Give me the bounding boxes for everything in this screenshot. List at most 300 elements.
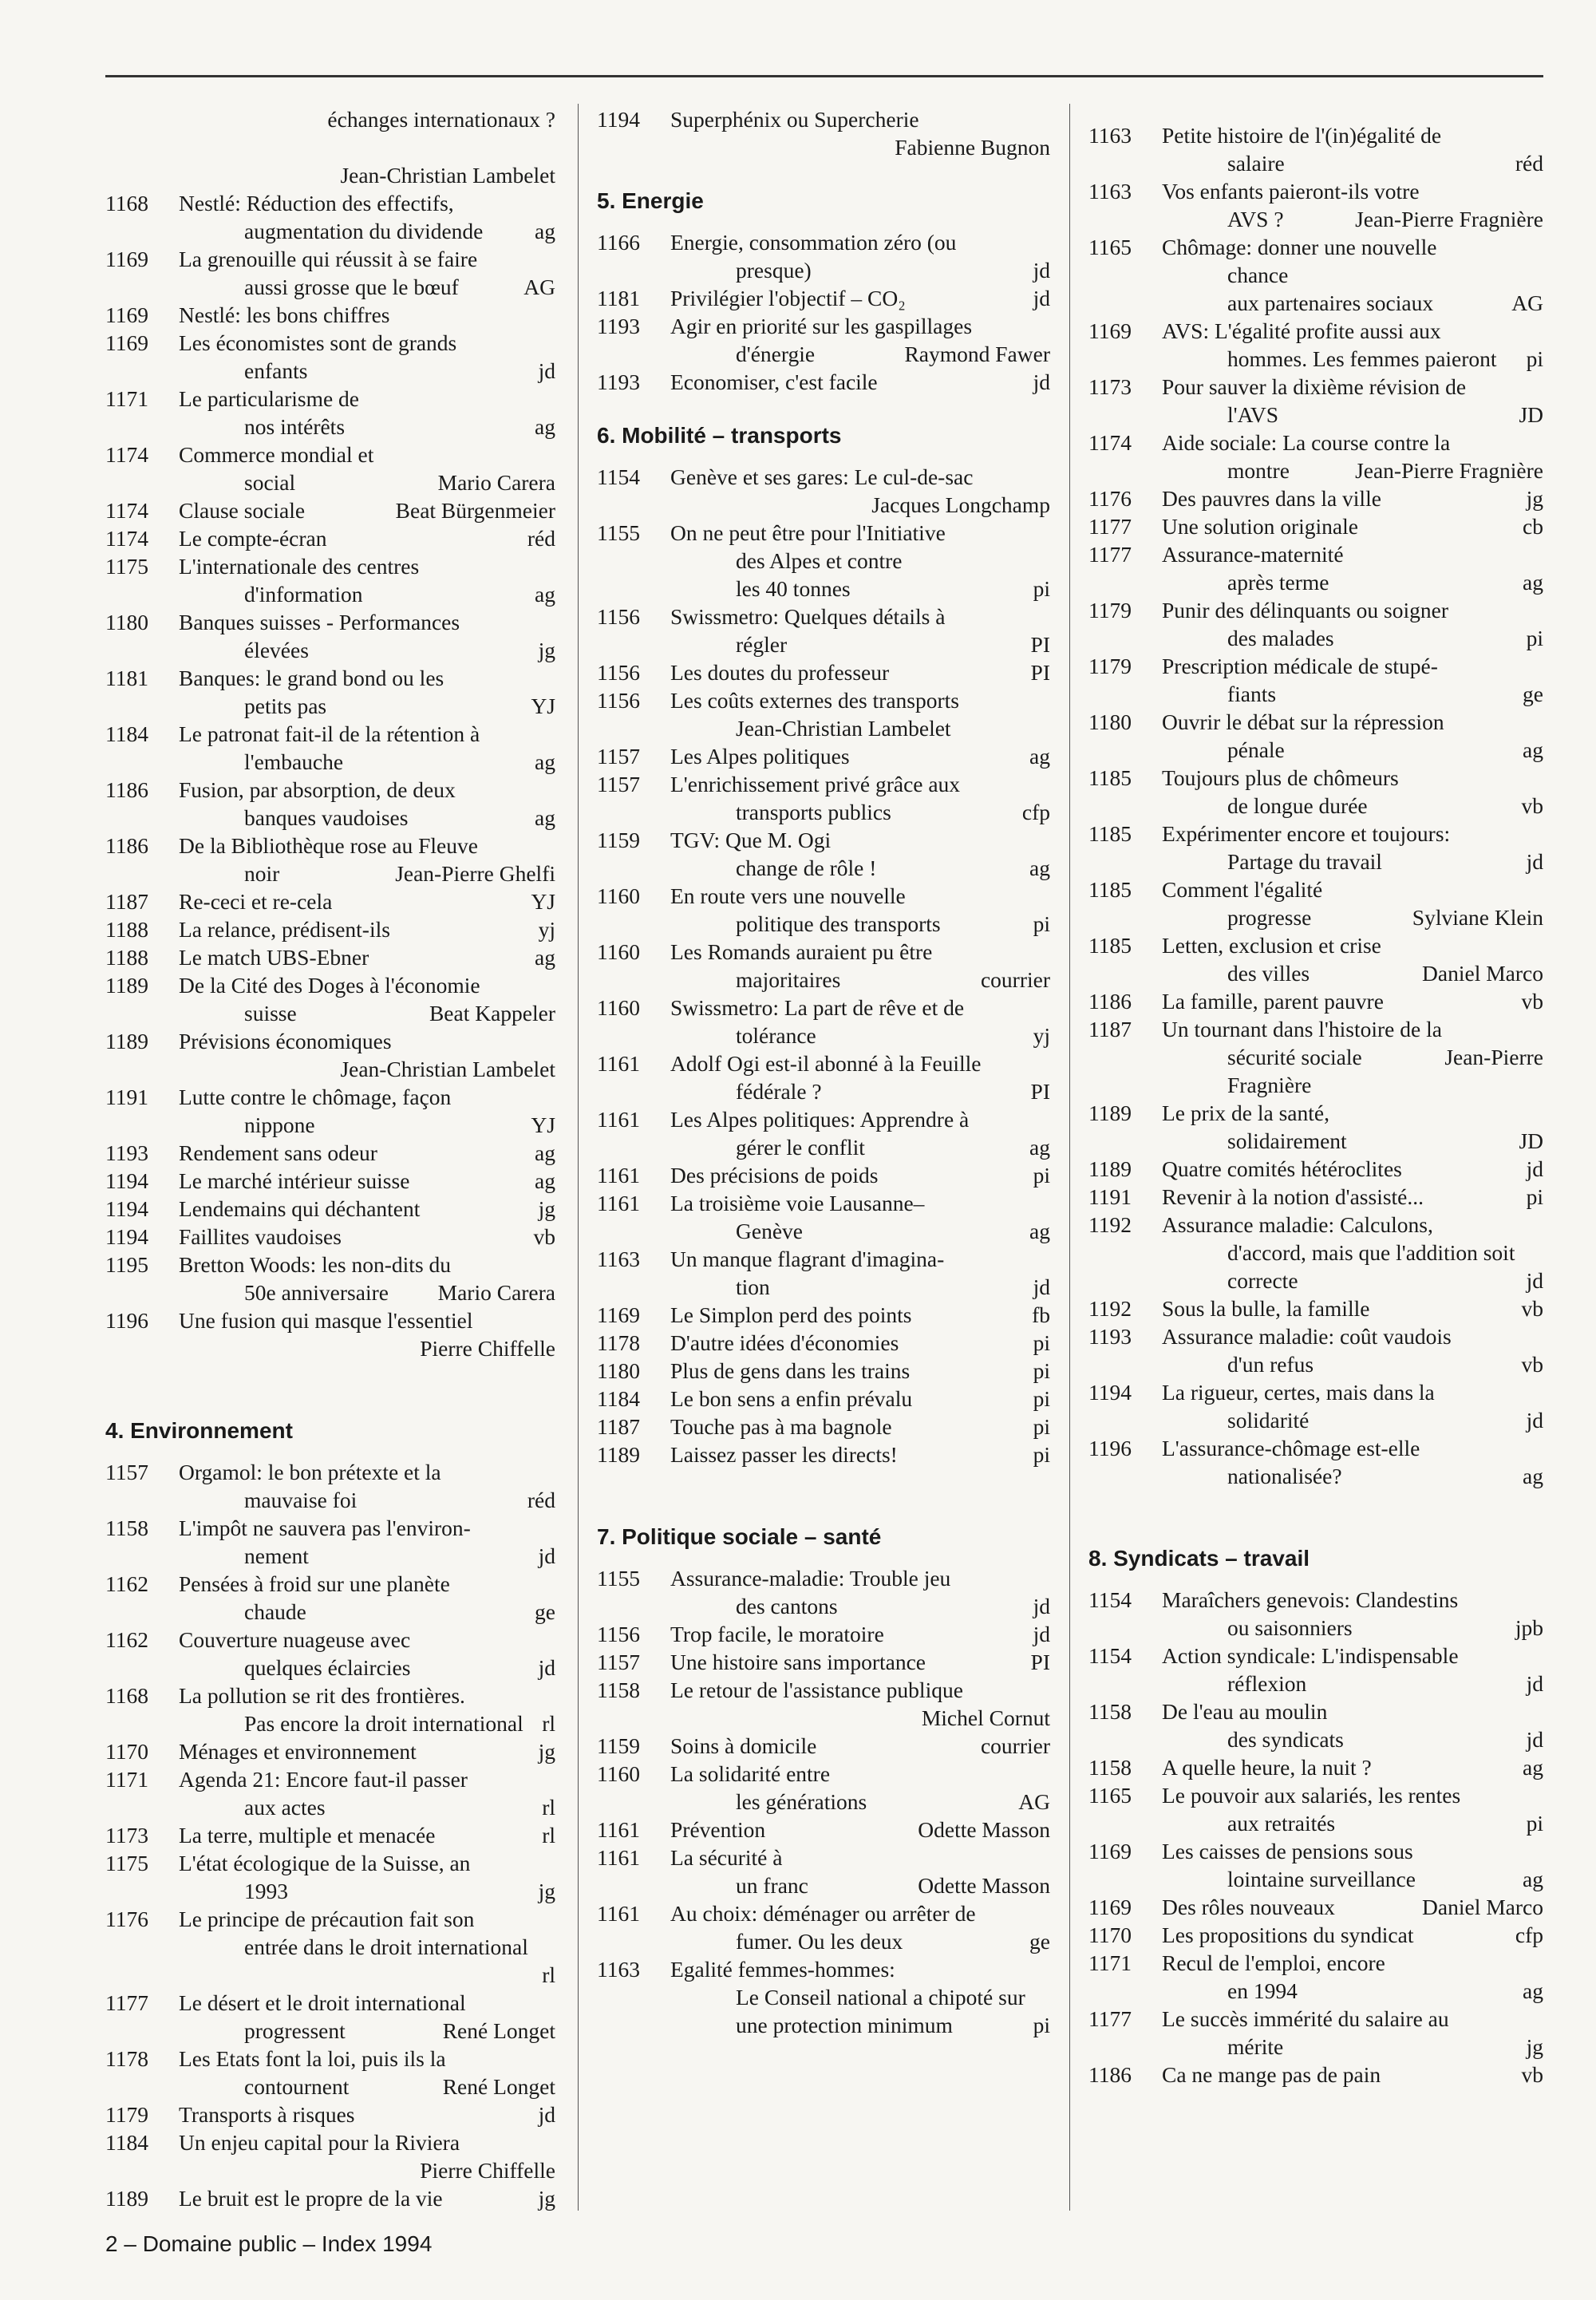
author: rl: [542, 1795, 555, 1820]
entry-line: [179, 1334, 555, 1362]
issue-number: 1155: [597, 520, 640, 545]
entry-title: Une solution originale: [1162, 514, 1358, 539]
index-entry: [597, 994, 1050, 1049]
entry-line: [179, 1626, 555, 1654]
issue-number: 1169: [105, 247, 148, 271]
issue-number: 1187: [597, 1414, 640, 1439]
issue-number: 1162: [105, 1571, 148, 1596]
entry-text: [179, 664, 555, 720]
entry-text: [670, 105, 1050, 161]
entry-line: [1162, 429, 1543, 456]
author: pi: [1033, 1330, 1050, 1355]
author: Daniel Marco: [1422, 961, 1543, 986]
issue-number: 1157: [597, 744, 640, 769]
author: pi: [1526, 346, 1543, 371]
entry-title: Nestlé: les bons chiffres: [179, 302, 390, 327]
entry-title: Des rôles nouveaux: [1162, 1895, 1335, 1919]
index-entry: [597, 1189, 1050, 1245]
issue-number: 1170: [1088, 1923, 1132, 1947]
entry-line: [179, 357, 555, 385]
index-entry: [1088, 875, 1543, 931]
entry-text: [1162, 1893, 1543, 1921]
author: réd: [527, 526, 555, 551]
author: ag: [535, 219, 555, 243]
column-separator: [1069, 104, 1070, 2211]
entry-line: [179, 2045, 555, 2073]
issue-number: 1168: [105, 1683, 148, 1708]
index-entry: [597, 1760, 1050, 1816]
entry-title: A quelle heure, la nuit ?: [1162, 1755, 1372, 1780]
entry-title: Action syndicale: L'indispensable: [1162, 1643, 1459, 1668]
entry-title: [244, 1336, 250, 1361]
issue-number: 1160: [597, 883, 640, 908]
entry-title: Fragnière: [1227, 1073, 1312, 1097]
issue-number: 1189: [1088, 1156, 1132, 1181]
index-entry: [1088, 1015, 1543, 1099]
index-entry: [597, 1620, 1050, 1648]
entry-text: [179, 1821, 555, 1849]
entry-line: [179, 1709, 555, 1737]
entry-title: Toujours plus de chômeurs: [1162, 765, 1399, 790]
index-entry: [597, 658, 1050, 686]
entry-line: [1162, 1183, 1543, 1211]
index-entry: [105, 887, 555, 915]
entry-line: [670, 1788, 1050, 1816]
author: Fabienne Bugnon: [895, 135, 1050, 160]
index-entry: [105, 971, 555, 1027]
author: courrier: [980, 967, 1050, 992]
entry-line: [1162, 1267, 1543, 1294]
entry-text: [1162, 1183, 1543, 1211]
entry-text: [179, 2045, 555, 2100]
index-entry: [1088, 429, 1543, 484]
issue-number: 1171: [105, 386, 148, 411]
entry-title: hommes. Les femmes paieront: [1227, 346, 1497, 371]
issue-number: 1165: [1088, 1783, 1132, 1808]
entry-text: [1162, 708, 1543, 764]
entry-text: [670, 1105, 1050, 1161]
entry-line: [670, 1592, 1050, 1620]
entry-line: [670, 256, 1050, 284]
entry-text: [1162, 1155, 1543, 1183]
issue-number: 1176: [105, 1907, 148, 1931]
entry-line: [670, 1273, 1050, 1301]
entry-text: [1162, 1837, 1543, 1893]
issue-number: 1196: [1088, 1436, 1132, 1460]
index-entry: [105, 1027, 555, 1083]
index-entry: [105, 1139, 555, 1167]
entry-title: L'internationale des centres: [179, 554, 420, 579]
author: jd: [538, 1543, 555, 1568]
author: PI: [1030, 660, 1050, 685]
entry-text: [179, 189, 555, 245]
entry-title: Transports à risques: [179, 2102, 355, 2127]
entry-title: Bretton Woods: les non-dits du: [179, 1252, 452, 1277]
index-entry: [597, 1648, 1050, 1676]
author: AG: [1018, 1789, 1050, 1814]
index-entry: [1088, 2005, 1543, 2061]
entry-title: Swissmetro: Quelques détails à: [670, 604, 946, 629]
index-entry: [1088, 1378, 1543, 1434]
entry-line: [670, 1329, 1050, 1357]
entry-title: l'embauche: [244, 749, 344, 774]
entry-title: Le désert et le droit international: [179, 1990, 466, 2015]
entry-title: Le retour de l'assistance publique: [670, 1678, 963, 1702]
author: vb: [1521, 793, 1543, 818]
entry-line: [1162, 1725, 1543, 1753]
entry-line: [1162, 987, 1543, 1015]
entry-line: [670, 340, 1050, 368]
entry-text: [179, 915, 555, 943]
entry-title: La troisième voie Lausanne–: [670, 1191, 925, 1215]
entry-title: gérer le conflit: [736, 1135, 865, 1160]
entry-title: fédérale ?: [736, 1079, 822, 1104]
entry-line: [1162, 373, 1543, 401]
issue-number: 1168: [105, 191, 148, 215]
author: vb: [1521, 1296, 1543, 1321]
entry-text: [179, 1849, 555, 1905]
entry-text: [1162, 1586, 1543, 1642]
index-entry: [1088, 931, 1543, 987]
entry-title: des syndicats: [1227, 1727, 1344, 1752]
entry-line: [179, 2128, 555, 2156]
author: Raymond Fawer: [904, 342, 1050, 366]
entry-line: [179, 1027, 555, 1055]
index-entry: [105, 1167, 555, 1195]
entry-line: [179, 1598, 555, 1626]
entry-line: [179, 496, 555, 524]
entry-text: [670, 1760, 1050, 1816]
entry-line: [179, 608, 555, 636]
index-entry: [597, 1301, 1050, 1329]
entry-title: Les caisses de pensions sous: [1162, 1839, 1413, 1863]
issue-number: 1178: [597, 1330, 640, 1355]
author: Jacques Longchamp: [871, 492, 1050, 517]
author: PI: [1030, 632, 1050, 657]
entry-text: [670, 603, 1050, 658]
entry-title: d'information: [244, 582, 363, 607]
entry-text: [1162, 1211, 1543, 1294]
entry-line: [670, 1385, 1050, 1413]
entry-title: Les coûts externes des transports: [670, 688, 959, 713]
entry-line: [179, 1514, 555, 1542]
index-entry: [105, 441, 555, 496]
entry-text: [179, 1682, 555, 1737]
entry-line: [1162, 1949, 1543, 1977]
entry-line: [1162, 1697, 1543, 1725]
index-entry: [105, 1905, 555, 1989]
entry-text: [1162, 233, 1543, 317]
issue-number: 1163: [597, 1957, 640, 1982]
index-entry: [1088, 708, 1543, 764]
entry-line: [1162, 1921, 1543, 1949]
section-gap: [597, 1468, 1050, 1523]
entry-text: [670, 1161, 1050, 1189]
issue-number: 1166: [597, 230, 640, 255]
issue-number: 1186: [105, 777, 148, 802]
index-entry: [1088, 1642, 1543, 1697]
entry-line: [670, 133, 1050, 161]
entry-line: [670, 1899, 1050, 1927]
entry-line: [670, 770, 1050, 798]
issue-number: 1154: [1088, 1643, 1132, 1668]
index-entry: [1088, 540, 1543, 596]
index-entry: [1088, 987, 1543, 1015]
entry-title: Laissez passer les directs!: [670, 1442, 898, 1467]
index-entry: [105, 943, 555, 971]
index-entry: [1088, 484, 1543, 512]
entry-title: Comment l'égalité: [1162, 877, 1323, 902]
entry-line: [670, 2011, 1050, 2039]
entry-title: Prévention: [670, 1817, 766, 1842]
entry-line: [670, 312, 1050, 340]
index-entry: [105, 776, 555, 832]
entry-line: [1162, 1322, 1543, 1350]
issue-number: 1173: [105, 1823, 148, 1848]
entry-title: noir: [244, 861, 280, 886]
entry-text: [670, 284, 1050, 312]
entry-title: de longue durée: [1227, 793, 1368, 818]
entry-text: [1162, 764, 1543, 820]
entry-text: [179, 496, 555, 524]
section-title: 5. Energie: [597, 188, 704, 213]
entry-text: [1162, 875, 1543, 931]
author: Mario Carera: [437, 1280, 555, 1305]
issue-number: 1165: [1088, 235, 1132, 259]
index-entry: [1088, 1837, 1543, 1893]
entry-line: [179, 1570, 555, 1598]
issue-number: 1180: [1088, 709, 1132, 734]
entry-title: Un enjeu capital pour la Riviera: [179, 2130, 460, 2155]
author: Jean-Christian Lambelet: [340, 163, 555, 188]
entry-text: [670, 1329, 1050, 1357]
issue-number: 1189: [105, 1029, 148, 1053]
author: ag: [1523, 1867, 1543, 1891]
entry-text: [179, 1570, 555, 1626]
index-entry: [597, 1676, 1050, 1732]
entry-text: [179, 2128, 555, 2184]
entry-title: solidarité: [1227, 1408, 1310, 1433]
entry-line: [179, 636, 555, 664]
issue-number: 1157: [597, 772, 640, 796]
entry-line: [179, 999, 555, 1027]
entry-title: sécurité sociale: [1227, 1045, 1362, 1069]
entry-line: [1162, 1753, 1543, 1781]
index-entry: [1088, 764, 1543, 820]
top-rule: [105, 75, 1543, 77]
entry-title: Un tournant dans l'histoire de la: [1162, 1017, 1442, 1041]
entry-title: petits pas: [244, 694, 327, 718]
issue-number: 1194: [1088, 1380, 1132, 1405]
entry-title: ou saisonniers: [1227, 1615, 1353, 1640]
index-entry: [105, 301, 555, 329]
issue-number: 1171: [1088, 1950, 1132, 1975]
author: ag: [535, 582, 555, 607]
entry-line: [1162, 1614, 1543, 1642]
entry-title: Partage du travail: [1227, 849, 1382, 874]
author: AG: [523, 275, 555, 299]
author: vb: [1521, 2062, 1543, 2087]
author: ag: [535, 1140, 555, 1165]
author: jd: [1526, 1671, 1543, 1696]
issue-number: 1159: [597, 828, 640, 852]
entry-line: [1162, 959, 1543, 987]
entry-line: [670, 1844, 1050, 1871]
entry-title: La solidarité entre: [670, 1761, 831, 1786]
entry-text: [1162, 1949, 1543, 2005]
entry-text: [670, 1564, 1050, 1620]
entry-line: [179, 804, 555, 832]
entry-line: [1162, 1893, 1543, 1921]
entry-line: [670, 1955, 1050, 1983]
index-entry: [1088, 1893, 1543, 1921]
author: pi: [1033, 2013, 1050, 2037]
entry-line: [1162, 149, 1543, 177]
author: Pierre Chiffelle: [420, 2158, 555, 2183]
entry-title: Un manque flagrant d'imagina-: [670, 1247, 945, 1271]
column-separator: [578, 104, 579, 2211]
entry-title: Revenir à la notion d'assisté...: [1162, 1184, 1424, 1209]
entry-title: Pas encore la droit international: [244, 1711, 523, 1736]
issue-number: 1170: [105, 1739, 148, 1764]
entry-text: [670, 1189, 1050, 1245]
entry-line: [670, 714, 1050, 742]
author: Jean-Pierre: [1444, 1045, 1543, 1069]
entry-title: Faillites vaudoises: [179, 1224, 342, 1249]
entry-line: [1162, 1837, 1543, 1865]
issue-number: 1188: [105, 945, 148, 970]
entry-title: Privilégier l'objectif – CO₂: [670, 286, 906, 310]
entry-text: [1162, 596, 1543, 652]
entry-line: [179, 301, 555, 329]
entry-title: entrée dans le droit international: [244, 1934, 528, 1959]
entry-text: [670, 1245, 1050, 1301]
entry-line: [1162, 931, 1543, 959]
entry-text: [179, 1626, 555, 1682]
author: jd: [1033, 370, 1050, 394]
entry-text: [179, 329, 555, 385]
index-entry: [1088, 652, 1543, 708]
issue-number: 1163: [1088, 179, 1132, 204]
author: ag: [1029, 1135, 1050, 1160]
author: échanges internationaux ?: [327, 107, 555, 132]
entry-text: [670, 1955, 1050, 2039]
author: ag: [535, 414, 555, 439]
entry-title: TGV: Que M. Ogi: [670, 828, 832, 852]
entry-text: [179, 1027, 555, 1083]
entry-text: [670, 519, 1050, 603]
index-entry: [105, 552, 555, 608]
issue-number: 1174: [105, 442, 148, 467]
index-entry: [597, 770, 1050, 826]
author: jd: [1033, 1622, 1050, 1646]
index-entry: [105, 189, 555, 245]
entry-text: [670, 1732, 1050, 1760]
entry-line: [670, 630, 1050, 658]
issue-number: 1160: [597, 995, 640, 1020]
entry-text: [179, 441, 555, 496]
entry-text: [1162, 1322, 1543, 1378]
entry-text: [179, 1251, 555, 1306]
entry-line: [179, 1306, 555, 1334]
entry-line: [1162, 484, 1543, 512]
author: cfp: [1515, 1923, 1543, 1947]
issue-number: 1169: [597, 1302, 640, 1327]
entry-title: Nestlé: Réduction des effectifs,: [179, 191, 454, 215]
issue-number: 1174: [105, 526, 148, 551]
entry-title: D'autre idées d'économies: [670, 1330, 899, 1355]
author: ag: [535, 749, 555, 774]
index-entry: [105, 1251, 555, 1306]
index-entry: [105, 385, 555, 441]
entry-title: nement: [244, 1543, 309, 1568]
entry-line: [670, 854, 1050, 882]
entry-title: Jean-Christian Lambelet: [736, 716, 951, 741]
author: ag: [1523, 737, 1543, 762]
author: jd: [538, 358, 555, 383]
issue-number: 1169: [105, 330, 148, 355]
author: rl: [542, 1962, 555, 1987]
author: pi: [1033, 1414, 1050, 1439]
entry-text: [179, 832, 555, 887]
entry-line: [1162, 1127, 1543, 1155]
entry-title: Recul de l'emploi, encore: [1162, 1950, 1385, 1975]
entry-title: majoritaires: [736, 967, 841, 992]
entry-text: [1162, 2005, 1543, 2061]
entry-text: [1162, 1099, 1543, 1155]
entry-text: [179, 1905, 555, 1989]
entry-text: [670, 1844, 1050, 1899]
entry-line: [670, 1620, 1050, 1648]
entry-line: [1162, 1434, 1543, 1462]
entry-text: [179, 1989, 555, 2045]
issue-number: 1194: [105, 1224, 148, 1249]
index-entry: [597, 938, 1050, 994]
entry-line: [1162, 1977, 1543, 2005]
entry-line: [1162, 1155, 1543, 1183]
entry-line: [1162, 848, 1543, 875]
entry-text: [670, 994, 1050, 1049]
entry-title: d'un refus: [1227, 1352, 1314, 1377]
entry-title: presque): [736, 258, 812, 283]
entry-line: [1162, 2061, 1543, 2089]
entry-title: suisse: [244, 1001, 297, 1026]
entry-title: Le prix de la santé,: [1162, 1101, 1329, 1125]
entry-line: [1162, 1015, 1543, 1043]
entry-title: [736, 492, 741, 517]
author: Odette Masson: [918, 1817, 1050, 1842]
issue-number: 1186: [105, 833, 148, 858]
entry-title: progressent: [244, 2018, 346, 2043]
entry-title: En route vers une nouvelle: [670, 883, 906, 908]
issue-number: 1161: [597, 1107, 640, 1132]
entry-title: Lutte contre le chômage, façon: [179, 1085, 452, 1109]
index-entry: [1088, 512, 1543, 540]
entry-text: [670, 1413, 1050, 1440]
issue-number: 1184: [105, 721, 148, 746]
entry-text: [1162, 1378, 1543, 1434]
entry-text: [670, 882, 1050, 938]
author: ge: [1523, 682, 1543, 706]
issue-number: 1177: [1088, 514, 1132, 539]
entry-line: [179, 524, 555, 552]
author: jd: [1526, 1408, 1543, 1433]
entry-title: Le match UBS-Ebner: [179, 945, 369, 970]
issue-number: 1194: [597, 107, 640, 132]
entry-title: des Alpes et contre: [736, 548, 903, 573]
entry-title: [244, 1962, 250, 1987]
issue-number: 1169: [1088, 318, 1132, 343]
